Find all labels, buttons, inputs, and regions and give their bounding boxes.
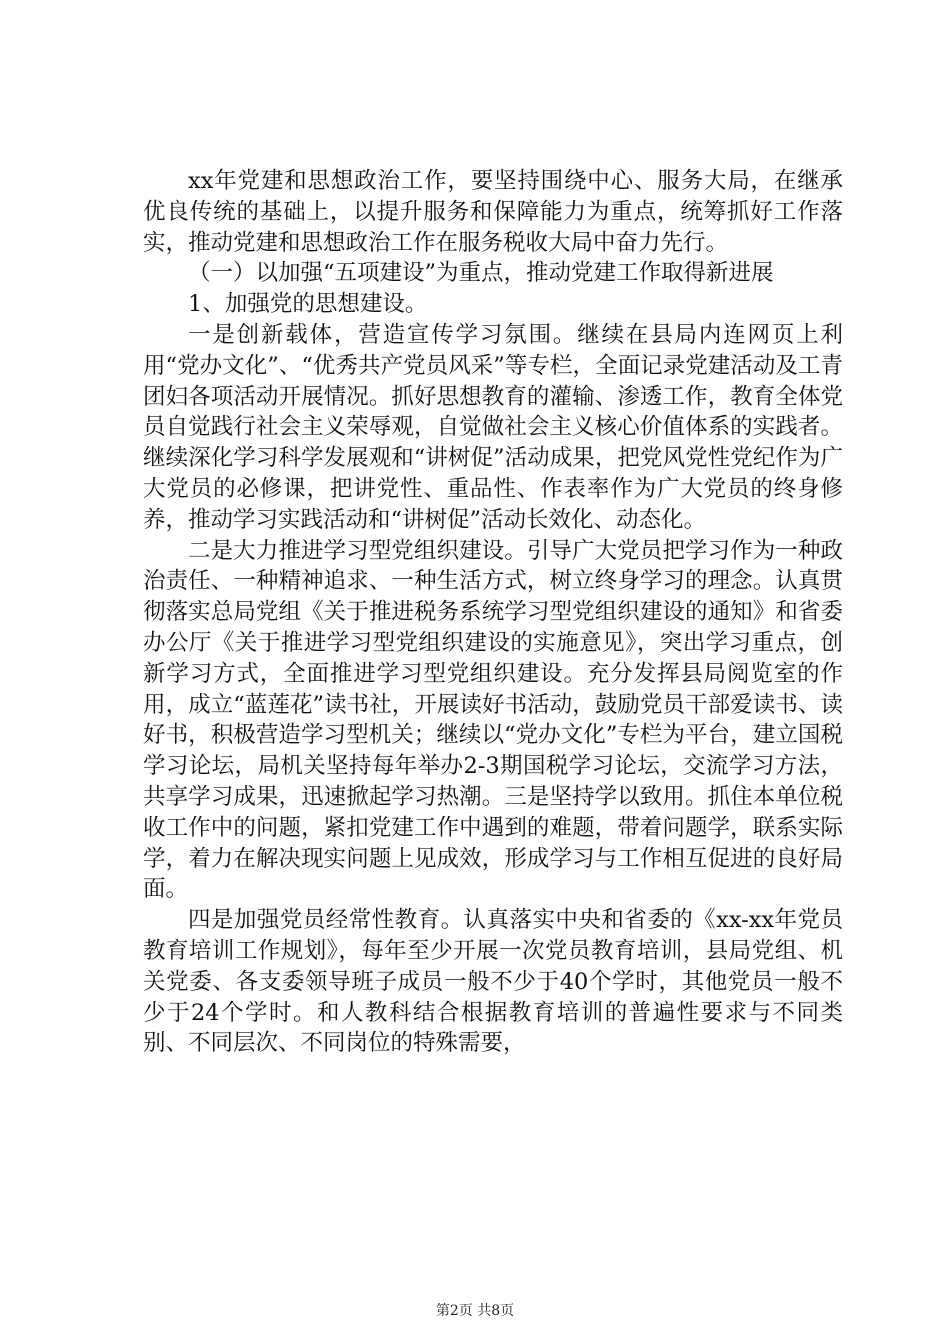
paragraph-intro: xx年党建和思想政治工作，要坚持围绕中心、服务大局，在继承优良传统的基础上，以提升服务和保障能力为重点，统筹抓好工作落实，推动党建和思想政治工作在服务税收大局中奋力先行。	[143, 168, 843, 256]
subsection-heading: 1、加强党的思想建设。	[188, 291, 428, 318]
paragraph-item-four: 四是加强党员经常性教育。认真落实中央和省委的《xx-xx年党员教育培训工作规划》，每年至少开展一次党员教育培训，县局党组、机关党委、各支委领导班子成员一般不少于40个学时，其他党员一般不少于24个学时。和人教科结合根据教育培训的普遍性要求与不同类别、不同层次、不同岗位的特殊需要，	[143, 907, 843, 1057]
section-heading: （一）以加强“五项建设”为重点，推动党建工作取得新进展	[188, 260, 774, 287]
paragraph-item-two: 二是大力推进学习型党组织建设。引导广大党员把学习作为一种政治责任、一种精神追求、一种生活方式，树立终身学习的理念。认真贯彻落实总局党组《关于推进税务系统学习型党组织建设的通知》和省委办公厅《关于推进学习型党组织建设的实施意见》，突出学习重点，创新学习方式，全面推进学习型党组织建设。充分发挥县局阅览室的作用，成立“蓝莲花”读书社，开展读好书活动，鼓励党员干部爱读书、读好书，积极营造学习型机关；继续以“党办文化”专栏为平台，建立国税学习论坛，局机关坚持每年举办2-3期国税学习论坛，交流学习方法，共享学习成果，迅速掀起学习热潮。三是坚持学以致用。抓住本单位税收工作中的问题，紧扣党建工作中遇到的难题，带着问题学，联系实际学，着力在解决现实问题上见成效，形成学习与工作相互促进的良好局面。	[143, 537, 843, 903]
document-body	[143, 166, 843, 1059]
page-number-footer: 第2页 共8页	[435, 1303, 515, 1319]
paragraph-item-one: 一是创新载体，营造宣传学习氛围。继续在县局内连网页上利用“党办文化”、“优秀共产党员风采”等专栏，全面记录党建活动及工青团妇各项活动开展情况。抓好思想教育的灌输、渗透工作，教育全体党员自觉践行社会主义荣辱观，自觉做社会主义核心价值体系的实践者。继续深化学习科学发展观和“讲树促”活动成果，把党风党性党纪作为广大党员的必修课，把讲党性、重品性、作表率作为广大党员的终身修养，推动学习实践活动和“讲树促”活动长效化、动态化。	[143, 321, 843, 533]
